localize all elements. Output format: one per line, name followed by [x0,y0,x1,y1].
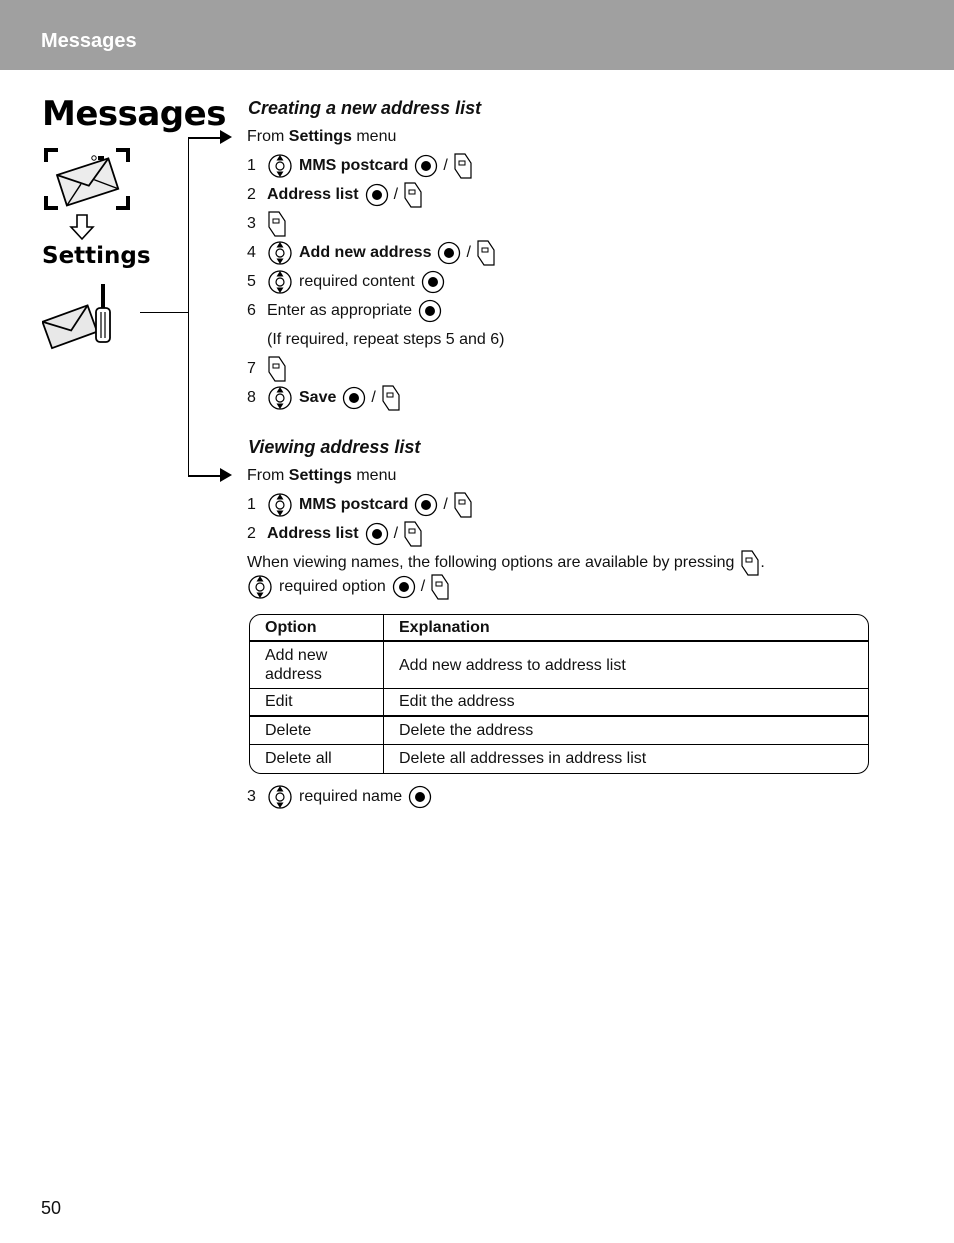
slash: / [443,157,448,174]
settings-menu-name: Settings [288,128,352,145]
arrow-right-icon [220,130,232,144]
step-row [247,211,287,237]
center-select-key-icon [414,493,438,517]
soft-key-icon [267,210,287,238]
soft-key-icon [381,384,401,412]
slash: / [420,578,426,595]
step-number: 5 [247,273,256,290]
table-cell-explanation: Delete all addresses in address list [399,750,647,767]
slash: / [371,389,376,406]
soft-key-icon [403,520,423,548]
step-label: Enter as appropriate [267,302,412,319]
page-title: Messages [42,94,226,134]
from-settings-line [247,463,396,489]
options-table [249,614,869,774]
from-prefix: From [247,128,289,145]
table-cell-option: Delete all [250,745,384,773]
navigation-key-icon [267,784,293,810]
table-row [250,745,868,773]
table-cell-explanation: Delete the address [384,717,868,745]
step-row [247,240,496,266]
step-label: MMS postcard [299,157,409,174]
step-row [247,298,442,324]
step-number: 1 [247,496,256,513]
center-select-key-icon [418,299,442,323]
from-suffix: menu [351,467,397,484]
center-select-key-icon [392,575,416,599]
step-row [247,784,432,810]
viewing-text: When viewing names, the following options are available by pressing [247,554,735,571]
step-label: required name [299,788,403,805]
down-arrow-icon [69,213,95,246]
step-label: Address list [267,186,359,203]
step-number: 3 [247,215,256,232]
step-number: 8 [247,389,256,406]
navigation-key-icon [267,153,293,179]
step-label: required content [299,273,415,290]
step-number: 2 [247,186,256,203]
step-row [247,521,423,547]
arrow-right-icon [220,468,232,482]
table-cell-explanation: Add new address to address list [384,642,868,689]
from-settings-line [247,124,396,150]
center-select-key-icon [342,386,366,410]
center-select-key-icon [437,241,461,265]
slash: / [393,525,399,542]
envelope-icon [42,146,132,217]
step-number: 4 [247,244,256,261]
step-label: Address list [267,525,359,542]
center-select-key-icon [421,270,445,294]
connector-arrow-line-1 [188,137,221,139]
table-row [250,689,868,717]
step-number: 1 [247,157,256,174]
step-row [247,153,473,179]
table-header-row [250,615,868,642]
navigation-key-icon [267,385,293,411]
repeat-note: (If required, repeat steps 5 and 6) [267,331,505,348]
period: . [760,554,765,571]
navigation-key-icon [267,240,293,266]
page-number: 50 [41,1198,62,1218]
table-cell-option: Delete [250,717,384,745]
step-row [247,182,423,208]
navigation-key-icon [247,574,273,600]
table-cell-explanation: Edit the address [384,689,868,717]
connector-vertical [188,137,189,476]
center-select-key-icon [365,183,389,207]
soft-key-icon [453,152,473,180]
settings-title: Settings [42,243,151,269]
table-row [250,642,868,689]
section-heading-create: Creating a new address list [248,98,482,118]
section-heading-view: Viewing address list [248,437,421,457]
slash: / [393,186,399,203]
center-select-key-icon [365,522,389,546]
from-suffix: menu [351,128,397,145]
soft-key-icon [267,355,287,383]
navigation-key-icon [267,269,293,295]
step-label: Save [299,389,337,406]
table-header-explanation: Explanation [384,615,868,642]
soft-key-icon [476,239,496,267]
navigation-key-icon [267,492,293,518]
option-row [247,574,450,600]
step-number: 7 [247,360,256,377]
header-section-title: Messages [41,30,137,52]
option-label: required option [279,578,386,595]
table-row [250,717,868,745]
header-band [0,0,954,70]
step-number: 6 [247,302,256,319]
connector-arrow-line-2 [188,475,221,477]
table-cell-option: Add new address [250,642,384,689]
step-label: MMS postcard [299,496,409,513]
center-select-key-icon [408,785,432,809]
from-prefix: From [247,467,289,484]
viewing-instructions [247,550,765,576]
step-number: 2 [247,525,256,542]
soft-key-icon [430,573,450,601]
soft-key-icon [453,491,473,519]
table-cell-option: Edit [250,689,384,717]
table-header-option: Option [250,615,384,642]
step-row [247,385,401,411]
center-select-key-icon [414,154,438,178]
screwdriver-envelope-icon [42,282,114,355]
step-label: Add new address [299,244,432,261]
step-row [247,492,473,518]
slash: / [466,244,471,261]
connector-horizontal [140,312,189,313]
slash: / [443,496,448,513]
step-row [247,356,287,382]
soft-key-icon [403,181,423,209]
settings-menu-name: Settings [288,467,352,484]
step-number: 3 [247,788,256,805]
step-row [247,269,445,295]
soft-key-icon [740,549,760,577]
